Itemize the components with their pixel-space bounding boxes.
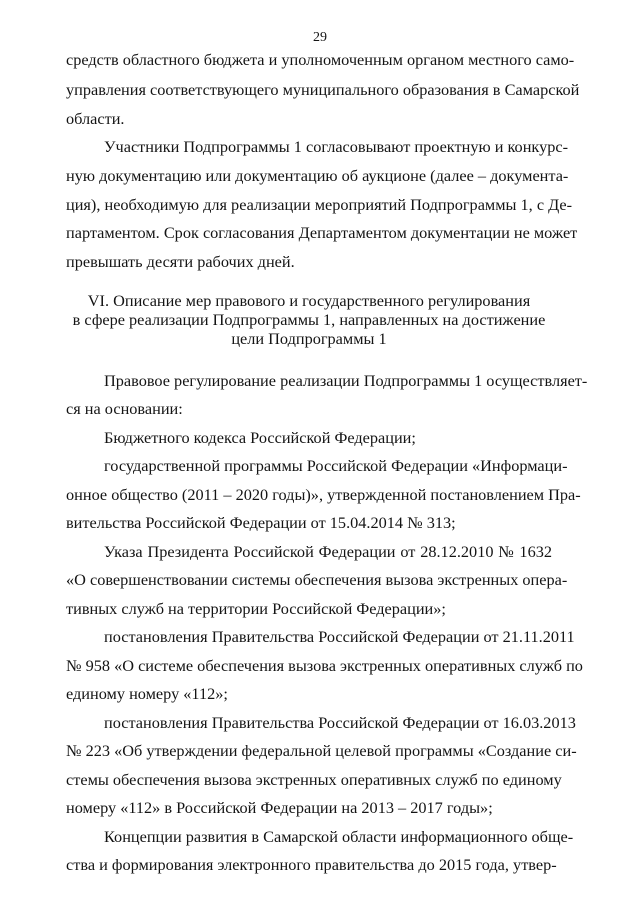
section-heading-line: VI. Описание мер правового и государственного регулирования (87, 291, 531, 310)
paragraph-line: единому номеру «112»; (66, 684, 228, 703)
section-heading-line: в сфере реализации Подпрограммы 1, направленных на достижение (72, 310, 546, 329)
paragraph-line: Участники Подпрограммы 1 согласовывают проектную и конкурс- (104, 137, 569, 156)
paragraph-line: «О совершенствовании системы обеспечения вызова экстренных опера- (66, 570, 568, 589)
paragraph-line: тивных служб на территории Российской Федерации»; (66, 599, 446, 618)
paragraph-line: партаментом. Срок согласования Департаментом документации не может (66, 223, 578, 242)
paragraph-line: ства и формирования электронного правительства до 2015 года, утвер- (66, 855, 557, 874)
paragraph-line: средств областного бюджета и уполномоченным органом местного само- (66, 50, 575, 69)
paragraph-line: постановления Правительства Российской Федерации от 21.11.2011 (104, 627, 575, 646)
paragraph-line: управления соответствующего муниципального образования в Самарской (66, 80, 580, 99)
paragraph-line: Бюджетного кодекса Российской Федерации; (104, 428, 416, 447)
paragraph-line: онное общество (2011 – 2020 годы)», утвержденной постановлением Пра- (66, 485, 581, 504)
paragraph-line: № 223 «Об утверждении федеральной целевой программы «Создание си- (66, 741, 577, 760)
paragraph-line: превышать десяти рабочих дней. (66, 252, 295, 271)
section-heading-line: цели Подпрограммы 1 (231, 329, 387, 348)
paragraph-line: ция), необходимую для реализации мероприятий Подпрограммы 1, с Де- (66, 195, 573, 214)
page-number: 29 (313, 30, 327, 45)
paragraph-line: постановления Правительства Российской Федерации от 16.03.2013 (104, 713, 576, 732)
paragraph-line: стемы обеспечения вызова экстренных оперативных служб по единому (66, 770, 562, 789)
paragraph-line: ную документацию или документацию об аукционе (далее – документа- (66, 166, 569, 185)
paragraph-line: Указа Президента Российской Федерации от 28.12.2010 № 1632 (104, 542, 552, 561)
paragraph-line: области. (66, 109, 125, 128)
paragraph-line: Правовое регулирование реализации Подпрограммы 1 осуществляет- (104, 371, 588, 390)
paragraph-line: вительства Российской Федерации от 15.04.2014 № 313; (66, 513, 456, 532)
paragraph-line: Концепции развития в Самарской области информационного обще- (104, 827, 574, 846)
paragraph-line: номеру «112» в Российской Федерации на 2013 – 2017 годы»; (66, 798, 493, 817)
paragraph-line: государственной программы Российской Федерации «Информаци- (104, 456, 568, 475)
paragraph-line: № 958 «О системе обеспечения вызова экстренных оперативных служб по (66, 656, 583, 675)
paragraph-line: ся на основании: (66, 399, 183, 418)
